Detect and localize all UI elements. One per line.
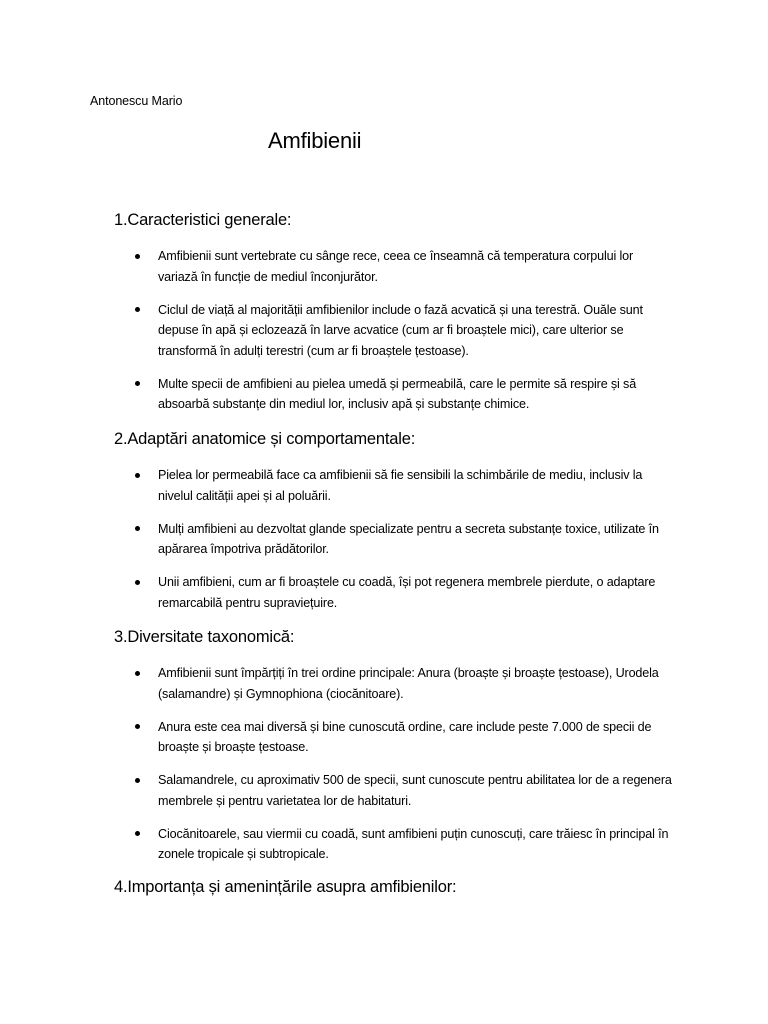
list-item-text: Mulți amfibieni au dezvoltat glande specializate pentru a secreta substanțe toxice, utilizate în apărarea împotriva prădătorilor.: [158, 521, 659, 556]
author-name: Antonescu Mario: [90, 94, 183, 108]
list-item: [114, 717, 674, 758]
section-heading: 3.Diversitate taxonomică:: [114, 628, 295, 646]
list-item: [114, 572, 674, 613]
list-item: [114, 300, 674, 362]
bullet-icon: [135, 381, 140, 386]
section-importanta: [114, 877, 674, 897]
bullet-icon: [135, 526, 140, 531]
list-item: [114, 824, 674, 865]
bullet-list: [114, 663, 674, 865]
bullet-icon: [135, 724, 140, 729]
list-item: [114, 374, 674, 415]
list-item-text: Unii amfibieni, cum ar fi broaștele cu coadă, își pot regenera membrele pierdute, o adaptare remarcabilă pentru supraviețuire.: [158, 575, 656, 610]
bullet-icon: [135, 307, 140, 312]
section-heading: 1.Caracteristici generale:: [114, 211, 292, 229]
list-item-text: Multe specii de amfibieni au pielea umedă și permeabilă, care le permite să respire și să absoarbă substanțe din mediul lor, inclusiv apă și substanțe chimice.: [158, 376, 637, 411]
list-item-text: Anura este cea mai diversă și bine cunoscută ordine, care include peste 7.000 de specii de broaște și broaște țestoase.: [158, 719, 652, 754]
list-item-text: Ciclul de viață al majorității amfibienilor include o fază acvatică și una terestră. Ouăle sunt depuse în apă și eclozează în larve acvatice (cum ar fi broaștele mici), care ulterior se transformă în adulți terestri (cum ar fi broaștele țestoase).: [158, 302, 643, 358]
section-adaptari: [114, 429, 674, 613]
list-item-text: Salamandrele, cu aproximativ 500 de specii, sunt cunoscute pentru abilitatea lor de a regenera membrele și pentru varietatea lor de habitaturi.: [158, 773, 672, 808]
section-diversitate: [114, 627, 674, 865]
section-caracteristici: [114, 210, 674, 415]
list-item-text: Amfibienii sunt vertebrate cu sânge rece, ceea ce înseamnă că temperatura corpului lor variază în funcție de mediul înconjurător.: [158, 249, 634, 284]
bullet-list: [114, 465, 674, 613]
bullet-icon: [135, 831, 140, 836]
list-item-text: Ciocănitoarele, sau viermii cu coadă, sunt amfibieni puțin cunoscuți, care trăiesc în principal în zonele tropicale și subtropicale.: [158, 826, 669, 861]
list-item-text: Pielea lor permeabilă face ca amfibienii să fie sensibili la schimbările de mediu, inclusiv la nivelul calității apei și al poluării.: [158, 468, 643, 503]
list-item: [114, 663, 674, 704]
bullet-icon: [135, 473, 140, 478]
list-item: [114, 519, 674, 560]
bullet-icon: [135, 580, 140, 585]
list-item-text: Amfibienii sunt împărțiți în trei ordine principale: Anura (broaște și broaște țestoase), Urodela (salamandre) și Gymnophiona (ciocănitoare).: [158, 666, 659, 701]
bullet-icon: [135, 671, 140, 676]
document-title: Amfibienii: [268, 128, 362, 153]
section-heading: 4.Importanța și amenințările asupra amfibienilor:: [114, 878, 457, 896]
list-item: [114, 246, 674, 287]
section-heading: 2.Adaptări anatomice și comportamentale:: [114, 430, 416, 448]
list-item: [114, 465, 674, 506]
list-item: [114, 770, 674, 811]
bullet-list: [114, 246, 674, 415]
bullet-icon: [135, 254, 140, 259]
bullet-icon: [135, 778, 140, 783]
